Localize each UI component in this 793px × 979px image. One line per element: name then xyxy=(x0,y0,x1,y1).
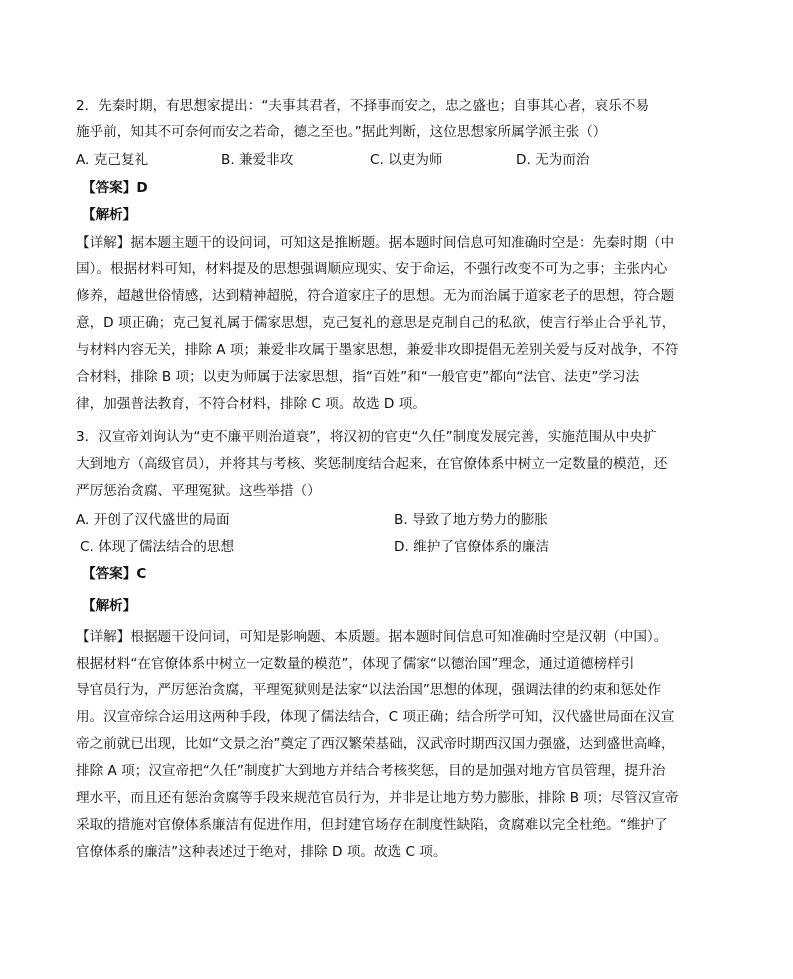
q2-answer: 【答案】D xyxy=(82,180,148,196)
q3-detail-line: 官僚体系的廉洁”这种表述过于绝对，排除 D 项。故选 C 项。 xyxy=(76,844,447,860)
q3-answer: 【答案】C xyxy=(82,566,147,582)
q3-option-b: B. 导致了地方势力的膨胀 xyxy=(394,512,548,528)
q2-detail-line: 律，加强普法教育，不符合材料，排除 C 项。故选 D 项。 xyxy=(76,396,426,412)
q2-option-a: A. 克己复礼 xyxy=(76,152,149,168)
q2-detail-line: 意，D 项正确；克己复礼属于儒家思想，克己复礼的意思是克制自己的私欲，使言行举止合乎礼节， xyxy=(76,315,676,331)
q3-option-d: D. 维护了官僚体系的廉洁 xyxy=(394,539,550,555)
q3-option-c: C. 体现了儒法结合的思想 xyxy=(80,539,235,555)
q2-detail-line: 国）。根据材料可知，材料提及的思想强调顺应现实、安于命运，不强行改变不可为之事；主张内心 xyxy=(76,261,668,277)
q3-detail-line: 根据材料“在官僚体系中树立一定数量的模范”，体现了儒家“以德治国”理念，通过道德榜样引 xyxy=(76,656,635,672)
q2-detail-line: 合材料，排除 B 项；以吏为师属于法家思想，指“百姓”和“一般官吏”都向“法官、法吏”学习法 xyxy=(76,369,640,385)
q3-detail-line: 用。汉宣帝综合运用这两种手段，体现了儒法结合，C 项正确；结合所学可知，汉代盛世局面在汉宣 xyxy=(76,709,675,725)
q2-detail-line: 与材料内容无关，排除 A 项；兼爱非攻属于墨家思想，兼爱非攻即提倡无差别关爱与反对战争，不符 xyxy=(76,342,679,358)
q2-detail-line: 修养，超越世俗情感，达到精神超脱，符合道家庄子的思想。无为而治属于道家老子的思想，符合题 xyxy=(76,288,675,304)
q3-detail-line: 理水平，而且还有惩治贪腐等手段来规范官员行为，并非是让地方势力膨胀，排除 B 项；尽管汉宣帝 xyxy=(76,790,679,806)
q3-detail-line: 帝之前就已出现，比如“文景之治”奠定了西汉繁荣基础，汉武帝时期西汉国力强盛，达到盛世高峰， xyxy=(76,736,675,752)
q3-detail-line: 采取的措施对官僚体系廉洁有促进作用，但封建官场存在制度性缺陷，贪腐难以完全杜绝。“维护了 xyxy=(76,817,668,833)
q2-stem-line2: 施乎前，知其不可奈何而安之若命，德之至也。”据此判断，这位思想家所属学派主张（） xyxy=(76,124,607,140)
q3-detail-line: 【详解】根据题干设问词，可知是影响题、本质题。据本题时间信息可知准确时空是汉朝（中国）。 xyxy=(76,629,668,645)
q3-stem-line2: 大到地方（高级官员），并将其与考核、奖惩制度结合起来，在官僚体系中树立一定数量的模范，还 xyxy=(76,456,668,472)
q2-stem-line1: 2．先秦时期，有思想家提出：“夫事其君者，不择事而安之，忠之盛也；自事其心者，哀乐不易 xyxy=(76,98,650,114)
q3-detail-line: 导官员行为，严厉惩治贪腐，平理冤狱则是法家“以法治国”思想的体现，强调法律的约束和惩处作 xyxy=(76,682,662,698)
q2-option-c: C. 以吏为师 xyxy=(370,152,443,168)
q3-stem-line3: 严厉惩治贪腐、平理冤狱。这些举措（） xyxy=(76,483,321,499)
q2-analysis-label: 【解析】 xyxy=(82,207,137,223)
q3-detail-line: 排除 A 项；汉宣帝把“久任”制度扩大到地方并结合考核奖惩，目的是加强对地方官员管理，提升治 xyxy=(76,763,666,779)
q3-option-a: A. 开创了汉代盛世的局面 xyxy=(76,512,230,528)
q2-option-b: B. 兼爱非攻 xyxy=(221,152,294,168)
q3-analysis-label: 【解析】 xyxy=(82,598,137,614)
q2-detail-line: 【详解】据本题主题干的设问词，可知这是推断题。据本题时间信息可知准确时空是：先秦时期（中 xyxy=(76,235,675,251)
q3-stem-line1: 3．汉宣帝刘询认为“吏不廉平则治道衰”，将汉初的官吏“久任”制度发展完善，实施范围从中央扩 xyxy=(76,429,657,445)
q2-option-d: D. 无为而治 xyxy=(516,152,590,168)
